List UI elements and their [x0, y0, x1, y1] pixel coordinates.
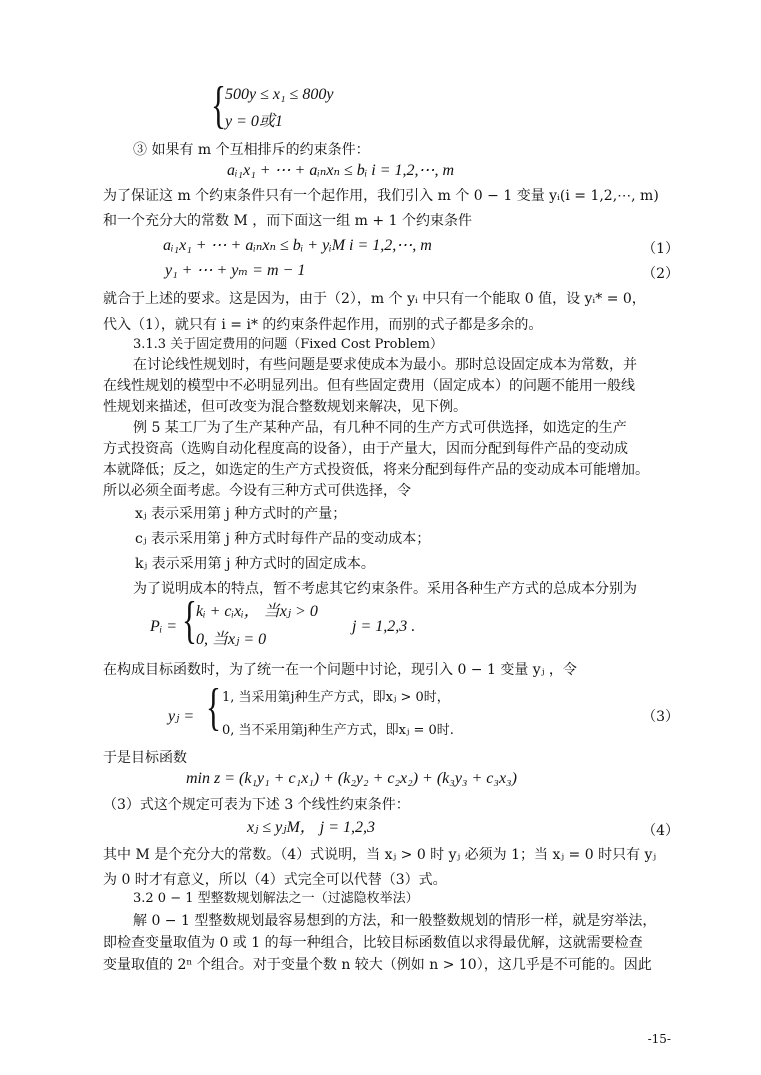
constraint-line: y = 0或1 [225, 113, 283, 130]
paragraph-line: 代入（1），就只有 i = i* 的约束条件起作用，而别的式子都是多余的。 [103, 317, 543, 333]
paragraph-line: 解 0 − 1 型整数规划最容易想到的方法，和一般整数规划的情形一样，就是穷举法， [133, 913, 657, 929]
constraint-line: 500y ≤ x₁ ≤ 800y [225, 86, 334, 103]
paragraph-line: 为了说明成本的特点，暂不考虑其它约束条件。采用各种生产方式的总成本分别为 [133, 581, 637, 597]
paragraph-line: 就合于上述的要求。这是因为，由于（2），m 个 yᵢ 中只有一个能取 0 值，设 yᵢ* = 0， [103, 291, 646, 307]
left-brace: { [211, 77, 226, 134]
paragraph-line: 在线性规划的模型中不必明显列出。但有些固定费用（固定成本）的问题不能用一般线 [103, 378, 635, 394]
formula-lhs: Pᵢ = [150, 618, 178, 635]
section-heading: 3.2 0 − 1 型整数规划解法之一（过滤隐枚举法） [133, 891, 419, 906]
paragraph-line: 例 5 某工厂为了生产某种产品，有几种不同的生产方式可供选择，如选定的生产 [133, 420, 627, 436]
paragraph-line: 于是目标函数 [103, 750, 187, 766]
paragraph-line: 其中 M 是个充分大的常数。（4）式说明，当 xⱼ > 0 时 yⱼ 必须为 1；当 xⱼ = 0 时只有 yⱼ [103, 847, 657, 863]
equation-number: （4） [642, 823, 679, 839]
paragraph-line: 在讨论线性规划时，有些问题是要求使成本为最小。那时总设固定成本为常数，并 [133, 357, 637, 373]
paragraph-line: （3）式这个规定可表为下述 3 个线性约束条件： [103, 797, 410, 813]
piecewise-case: kᵢ + cᵢxᵢ， 当xⱼ > 0 [196, 603, 318, 620]
equation-number: （2） [642, 266, 679, 282]
piecewise-case: 0, 当xⱼ = 0 [196, 631, 267, 648]
paragraph-line: 性规划来描述，但可改变为混合整数规划来解决，见下例。 [103, 399, 467, 415]
objective-function: min z = (k₁y₁ + c₁x₁) + (k₂y₂ + c₂x₂) + (k₃y₃ + c₃x₃) [186, 770, 517, 787]
page-number: -15- [647, 1032, 671, 1046]
left-brace: { [182, 592, 197, 649]
formula-range: j = 1,2,3 . [352, 618, 416, 635]
paragraph-line: 方式投资高（选购自动化程度高的设备），由于产量大，因而分配到每件产品的变动成 [103, 441, 628, 457]
paragraph-line: 即检查变量取值为 0 或 1 的每一种组合，比较目标函数值以求得最优解，这就需要检查 [103, 935, 643, 951]
definition-line: xⱼ 表示采用第 j 种方式时的产量； [135, 506, 347, 522]
paragraph-line: 和一个充分大的常数 M ，而下面这一组 m + 1 个约束条件 [103, 213, 472, 229]
paragraph-line: ③ 如果有 m 个互相排斥的约束条件： [133, 142, 370, 158]
definition-line: cⱼ 表示采用第 j 种方式时每件产品的变动成本； [135, 531, 431, 547]
equation-number: （3） [642, 709, 679, 725]
equation-number: （1） [642, 241, 679, 257]
piecewise-case: 1, 当采用第j种生产方式，即xⱼ > 0时， [222, 690, 450, 705]
paragraph-line: 变量取值的 2ⁿ 个组合。对于变量个数 n 较大（例如 n > 10），这几乎是不可能的。因此 [103, 957, 652, 973]
paragraph-line: 为 0 时才有意义，所以（4）式完全可以代替（3）式。 [103, 872, 447, 888]
definition-line: kⱼ 表示采用第 j 种方式时的固定成本。 [135, 556, 375, 572]
paragraph-line: 所以必须全面考虑。今设有三种方式可供选择，令 [103, 483, 411, 499]
formula: aᵢ₁x₁ + ⋯ + aᵢₙxₙ ≤ bᵢ i = 1,2,⋯, m [227, 162, 455, 179]
section-heading: 3.1.3 关于固定费用的问题（Fixed Cost Problem） [133, 337, 443, 352]
formula-lhs: yⱼ = [168, 708, 195, 725]
paragraph-line: 在构成目标函数时，为了统一在一个问题中讨论，现引入 0 − 1 变量 yⱼ ，令 [103, 662, 577, 678]
formula-2: y₁ + ⋯ + yₘ = m − 1 [165, 262, 306, 279]
piecewise-case: 0, 当不采用第j种生产方式，即xⱼ = 0时. [222, 723, 454, 738]
formula-1: aᵢ₁x₁ + ⋯ + aᵢₙxₙ ≤ bᵢ + yᵢM i = 1,2,⋯, m [163, 237, 432, 254]
paragraph-line: 为了保证这 m 个约束条件只有一个起作用，我们引入 m 个 0 − 1 变量 yᵢ(i = 1,2,⋯, m) [103, 188, 659, 204]
paragraph-line: 本就降低；反之，如选定的生产方式投资低，将来分配到每件产品的变动成本可能增加。 [103, 462, 649, 478]
left-brace: { [206, 679, 221, 736]
formula-4: xⱼ ≤ yⱼM， j = 1,2,3 [247, 819, 376, 836]
